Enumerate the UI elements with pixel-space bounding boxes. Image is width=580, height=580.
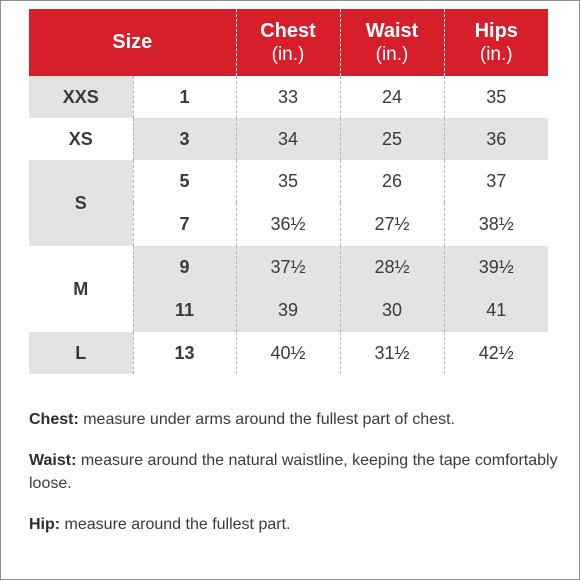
note-term: Hip: [29, 516, 61, 533]
waist-cell: 25 [340, 118, 444, 160]
chest-cell: 39 [236, 289, 340, 332]
hips-cell: 37 [444, 160, 548, 203]
chest-cell: 40½ [236, 332, 340, 374]
hips-cell: 42½ [444, 332, 548, 374]
waist-cell: 27½ [340, 203, 444, 246]
chest-cell: 36½ [236, 203, 340, 246]
waist-cell: 30 [340, 289, 444, 332]
hips-cell: 35 [444, 76, 548, 118]
note-term: Chest: [29, 411, 79, 428]
size-letter-cell: M [29, 246, 133, 332]
chest-cell: 35 [236, 160, 340, 203]
note-text: measure around the natural waistline, keeping the tape comfortably loose. [29, 452, 558, 492]
hips-cell: 41 [444, 289, 548, 332]
waist-cell: 26 [340, 160, 444, 203]
hips-cell: 39½ [444, 246, 548, 289]
size-chart-table [29, 9, 548, 374]
header-hips-unit: (in.) [479, 43, 513, 65]
size-letter-cell: XXS [29, 76, 133, 118]
size-number-cell: 1 [133, 76, 236, 118]
size-number-cell: 7 [133, 203, 236, 246]
header-hips [444, 9, 548, 76]
note-chest [29, 408, 564, 431]
size-number-cell: 3 [133, 118, 236, 160]
header-size: Size [29, 9, 236, 76]
size-letter-cell: S [29, 160, 133, 246]
header-chest [236, 9, 340, 76]
table-row [29, 332, 548, 374]
hips-cell: 38½ [444, 203, 548, 246]
header-hips-label: Hips [474, 19, 518, 42]
header-waist [340, 9, 444, 76]
size-letter-cell: XS [29, 118, 133, 160]
header-waist-unit: (in.) [375, 43, 409, 65]
size-letter-cell: L [29, 332, 133, 374]
size-number-cell: 9 [133, 246, 236, 289]
note-hip [29, 513, 564, 536]
hips-cell: 36 [444, 118, 548, 160]
waist-cell: 31½ [340, 332, 444, 374]
table-row [29, 160, 548, 203]
chest-cell: 34 [236, 118, 340, 160]
header-chest-label: Chest [260, 19, 316, 42]
header-chest-unit: (in.) [271, 43, 305, 65]
size-number-cell: 5 [133, 160, 236, 203]
table-row [29, 76, 548, 118]
chest-cell: 33 [236, 76, 340, 118]
measurement-notes [29, 408, 564, 536]
size-number-cell: 11 [133, 289, 236, 332]
waist-cell: 24 [340, 76, 444, 118]
chest-cell: 37½ [236, 246, 340, 289]
table-row [29, 246, 548, 289]
waist-cell: 28½ [340, 246, 444, 289]
table-header-row [29, 9, 548, 76]
table-row [29, 118, 548, 160]
header-waist-label: Waist [365, 19, 419, 42]
note-text: measure under arms around the fullest part of chest. [78, 411, 455, 428]
note-text: measure around the fullest part. [60, 516, 291, 533]
size-number-cell: 13 [133, 332, 236, 374]
note-waist [29, 449, 564, 495]
note-term: Waist: [29, 452, 77, 469]
